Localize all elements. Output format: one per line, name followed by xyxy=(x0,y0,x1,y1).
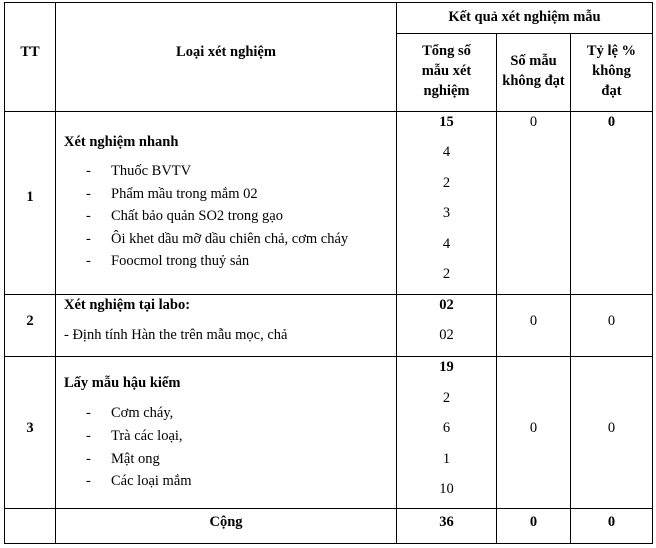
total-rate: 0 xyxy=(607,514,616,530)
row-rate: 0 xyxy=(607,420,616,436)
item-count: 10 xyxy=(439,481,454,497)
item-count: 6 xyxy=(442,420,451,436)
row-fail: 0 xyxy=(529,313,538,329)
row-fail: 0 xyxy=(529,420,538,436)
row-tt: 2 xyxy=(26,313,34,329)
row-total: 02 xyxy=(439,297,454,313)
total-fail: 0 xyxy=(529,514,538,530)
item-count: 3 xyxy=(442,205,451,221)
row-title: Xét nghiệm tại labo: xyxy=(64,297,191,313)
item-count: 1 xyxy=(442,451,451,467)
list-item: - Định tính Hàn the trên mẫu mọc, chả xyxy=(64,327,288,343)
row-title: Lấy mẫu hậu kiểm xyxy=(64,375,181,391)
header-ket-qua: Kết quả xét nghiệm mẫu xyxy=(448,9,601,25)
item-count: 02 xyxy=(439,327,454,343)
row-rate: 0 xyxy=(607,114,616,130)
row-fail: 0 xyxy=(529,114,538,130)
header-tt: TT xyxy=(20,44,40,60)
row-tt: 1 xyxy=(26,189,34,205)
item-count: 4 xyxy=(442,236,451,252)
item-count: 4 xyxy=(442,144,451,160)
row-total: 19 xyxy=(439,359,454,375)
row-rate: 0 xyxy=(607,313,616,329)
row-tt: 3 xyxy=(26,420,34,436)
item-count: 2 xyxy=(442,390,451,406)
row-title: Xét nghiệm nhanh xyxy=(64,134,179,150)
total-count: 36 xyxy=(439,514,454,530)
item-count: 2 xyxy=(442,266,451,282)
header-loai: Loại xét nghiệm xyxy=(176,44,276,60)
total-label: Cộng xyxy=(209,514,243,530)
row-total: 15 xyxy=(439,114,454,130)
item-count: 2 xyxy=(442,175,451,191)
